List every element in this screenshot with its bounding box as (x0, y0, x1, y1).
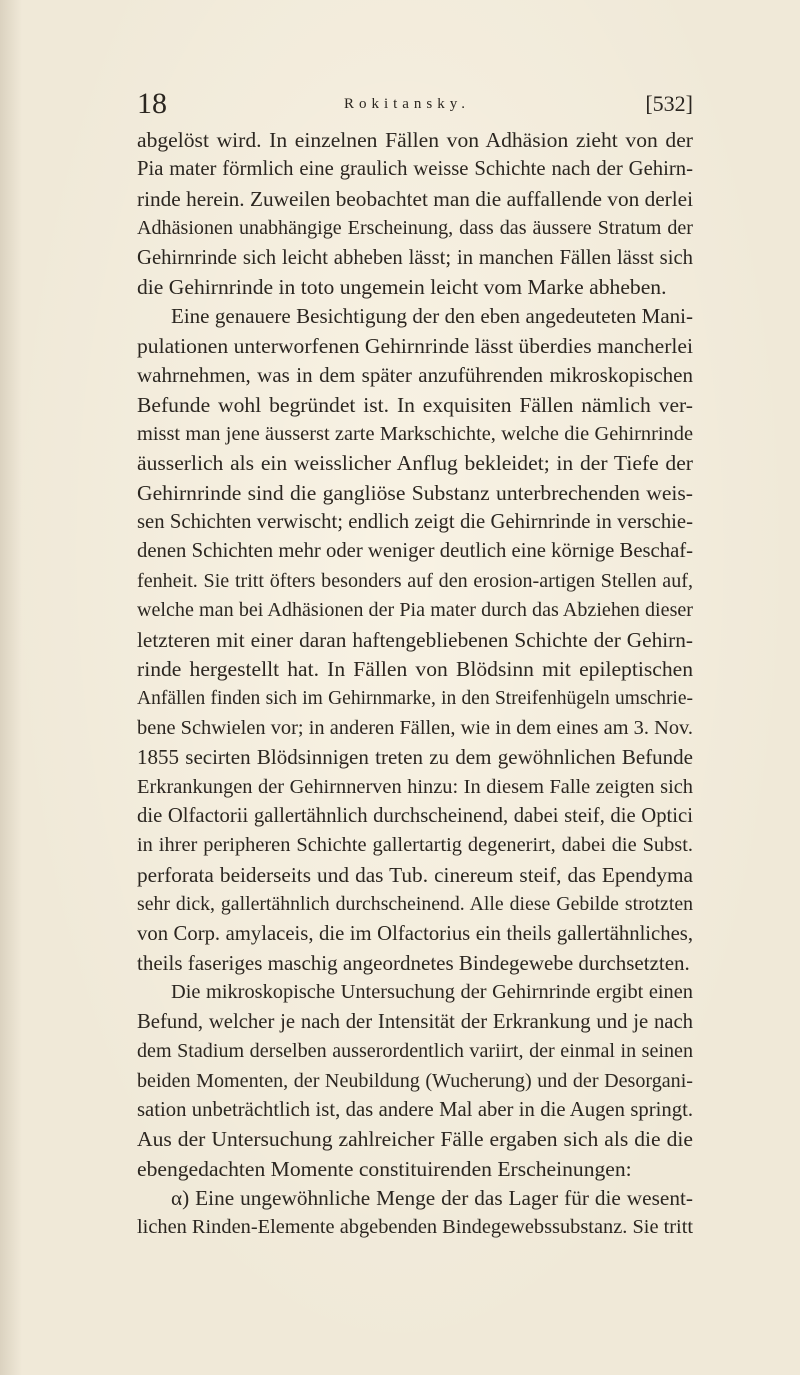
text-line: theils faseriges maschig angeordnetes Bindegewebe durchsetzten. (137, 950, 690, 975)
text-line: denen Schichten mehr oder weniger deutlich eine körnige Beschaf- (137, 540, 694, 563)
running-head: Rokitansky. (343, 96, 471, 112)
text-line: sation unbeträchtlich ist, das andere Mal aber in die Augen springt. (137, 1098, 693, 1121)
page-header (137, 84, 693, 124)
text-line: bene Schwielen vor; in anderen Fällen, wie in dem eines am 3. Nov. (137, 716, 693, 739)
text-line: in ihrer peripheren Schichte gallertartig degenerirt, dabei die Subst. (137, 834, 693, 857)
section-reference: [532] (645, 91, 693, 116)
text-line: letzteren mit einer daran haftengebliebenen Schichte der Gehirn- (137, 627, 693, 652)
text-line: Die mikroskopische Untersuchung der Gehirnrinde ergibt einen (171, 981, 693, 1004)
text-line: Anfällen finden sich im Gehirnmarke, in den Streifenhügeln umschrie- (137, 688, 693, 710)
body-text (137, 126, 693, 1243)
text-line: die Olfactorii gallertähnlich durchscheinend, dabei steif, die Optici (137, 804, 693, 827)
text-line: Gehirnrinde sich leicht abheben lässt; in manchen Fällen lässt sich (137, 246, 693, 269)
text-line: sen Schichten verwischt; endlich zeigt die Gehirnrinde in verschie- (137, 511, 693, 534)
text-line: ebengedachten Momente constituirenden Erscheinungen: (137, 1156, 632, 1181)
page-gutter-shadow (0, 0, 22, 1375)
text-line: rinde hergestellt hat. In Fällen von Blödsinn mit epileptischen (137, 657, 693, 682)
text-line: beiden Momenten, der Neubildung (Wucherung) und der Desorgani- (137, 1069, 693, 1092)
text-line: Aus der Untersuchung zahlreicher Fälle ergaben sich als die die (137, 1127, 693, 1152)
text-line: wahrnehmen, was in dem später anzuführenden mikroskopischen (137, 363, 693, 388)
text-line: Adhäsionen unabhängige Erscheinung, dass das äussere Stratum der (137, 217, 693, 240)
text-line: sehr dick, gallertähnlich durchscheinend. Alle diese Gebilde strotzten (137, 893, 693, 916)
text-line: pulationen unterworfenen Gehirnrinde lässt überdies mancherlei (137, 333, 693, 358)
page-number: 18 (137, 87, 167, 120)
text-line: rinde herein. Zuweilen beobachtet man die auffallende von derlei (137, 186, 694, 211)
text-line: von Corp. amylaceis, die im Olfactorius ein theils gallertähnliches, (137, 922, 693, 945)
text-line: perforata beiderseits und das Tub. cinereum steif, das Ependyma (137, 862, 693, 887)
text-line: Befund, welcher je nach der Intensität der Erkrankung und je nach (137, 1010, 693, 1033)
text-line: 1855 secirten Blödsinnigen treten zu dem gewöhnlichen Befunde (137, 745, 693, 770)
text-line: Gehirnrinde sind die gangliöse Substanz unterbrechenden weis- (137, 480, 693, 505)
text-line: α) Eine ungewöhnliche Menge der das Lager für die wesent- (171, 1186, 693, 1211)
text-line: welche man bei Adhäsionen der Pia mater durch das Abziehen dieser (137, 599, 693, 622)
text-line: misst man jene äusserst zarte Markschichte, welche die Gehirnrinde (137, 422, 693, 445)
text-line: Eine genauere Besichtigung der den eben angedeuteten Mani- (171, 304, 693, 329)
text-line: abgelöst wird. In einzelnen Fällen von Adhäsion zieht von der (137, 128, 693, 152)
text-line: Pia mater förmlich eine graulich weisse Schichte nach der Gehirn- (137, 158, 693, 181)
text-line: Befunde wohl begründet ist. In exquisiten Fällen nämlich ver- (137, 392, 693, 417)
text-line: dem Stadium derselben ausserordentlich variirt, der einmal in seinen (137, 1040, 693, 1063)
text-line: fenheit. Sie tritt öfters besonders auf den erosion-artigen Stellen auf, (137, 569, 693, 592)
text-line: Erkrankungen der Gehirnnerven hinzu: In diesem Falle zeigten sich (137, 775, 693, 798)
text-line: die Gehirnrinde in toto ungemein leicht vom Marke abheben. (137, 274, 667, 299)
text-line: lichen Rinden-Elemente abgebenden Bindegewebssubstanz. Sie tritt (137, 1216, 694, 1239)
text-line: äusserlich als ein weisslicher Anflug bekleidet; in der Tiefe der (137, 451, 693, 476)
